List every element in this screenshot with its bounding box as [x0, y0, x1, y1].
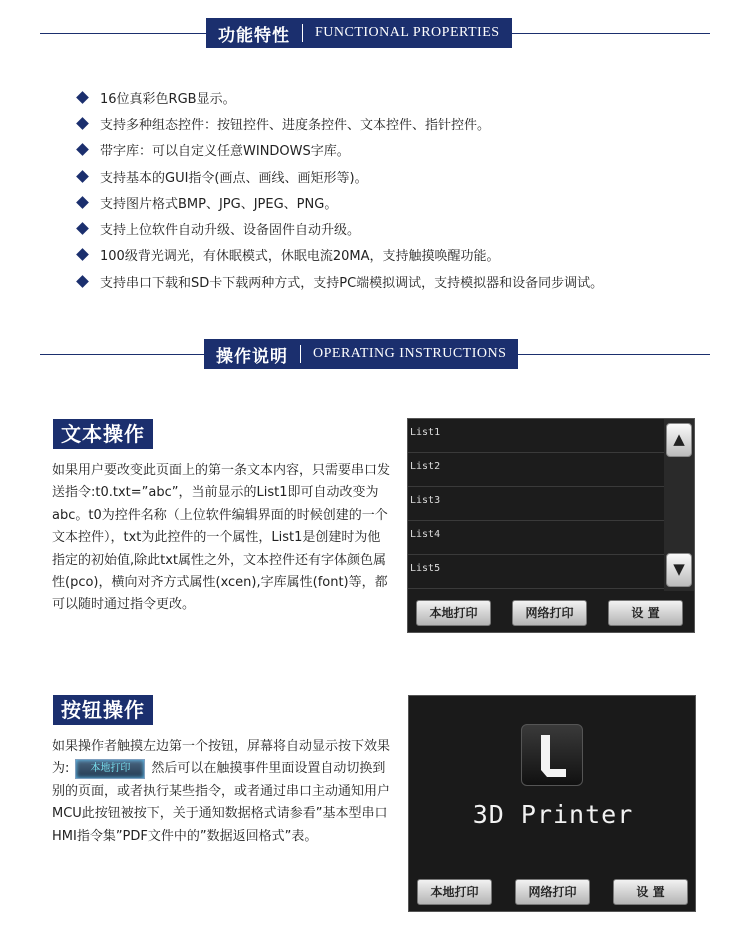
local-print-button[interactable]: 本地打印	[417, 879, 492, 905]
feature-item	[78, 242, 603, 268]
title-separator	[302, 24, 303, 42]
text-operation-description: 如果用户要改变此页面上的第一条文本内容，只需要串口发送指令:t0.txt=”abc”，当前显示的List1即可自动改变为abc。t0为控件名称（上位软件编辑界面的时候创建的一个文本控件），txt为此控件的一个属性，List1是创建时为他指定的初始值,除此txt属性之外，文本控件还有字体颜色属性(pco)，横向对齐方式属性(xcen),字库属性(font)等，都可以随时通过指令更改。	[52, 463, 391, 613]
diamond-bullet-icon	[76, 196, 89, 209]
button-operation-description	[52, 736, 392, 848]
feature-text: 支持图片格式BMP、JPG、JPEG、PNG。	[100, 196, 338, 212]
feature-item	[78, 110, 603, 136]
list-item[interactable]: List4	[408, 521, 664, 555]
diamond-bullet-icon	[76, 91, 89, 104]
section-banner	[206, 18, 512, 48]
text-operation-title: 文本操作	[53, 419, 153, 449]
scroll-up-button[interactable]: ▲	[666, 423, 692, 457]
list-item[interactable]: List2	[408, 453, 664, 487]
diamond-bullet-icon	[76, 170, 89, 183]
button-operation-text-2: 然后可以在触摸事件里面设置自动切换到别的页面，或者执行某些指令，或者通过串口主动通知用户MCU此按钮被按下，关于通知数据格式请参看”基本型串口HMI指令集”PDF文件中的”数据返回格式”表。	[52, 761, 391, 844]
feature-text: 支持串口下载和SD卡下载两种方式，支持PC端模拟调试，支持模拟器和设备同步调试。	[100, 275, 604, 291]
feature-item	[78, 84, 603, 110]
diamond-bullet-icon	[76, 249, 89, 262]
section-title-en: FUNCTIONAL PROPERTIES	[315, 25, 500, 40]
feature-item	[78, 268, 603, 294]
list-demo-panel	[407, 418, 695, 633]
list-item[interactable]: List5	[408, 555, 664, 589]
diamond-bullet-icon	[76, 222, 89, 235]
feature-text: 支持基本的GUI指令(画点、画线、画矩形等)。	[100, 170, 368, 186]
feature-text: 16位真彩色RGB显示。	[100, 91, 236, 107]
pressed-button-example: 本地打印	[75, 759, 145, 779]
section-banner	[204, 339, 518, 369]
list-item[interactable]: List3	[408, 487, 664, 521]
network-print-button[interactable]: 网络打印	[512, 600, 587, 626]
section-title-cn: 操作说明	[216, 346, 288, 367]
diamond-bullet-icon	[76, 143, 89, 156]
network-print-button[interactable]: 网络打印	[515, 879, 590, 905]
feature-list	[78, 84, 603, 294]
scroll-down-button[interactable]: ▼	[666, 553, 692, 587]
feature-item	[78, 163, 603, 189]
settings-button[interactable]: 设 置	[608, 600, 683, 626]
diamond-bullet-icon	[76, 117, 89, 130]
feature-text: 带字库：可以自定义任意WINDOWS字库。	[100, 144, 350, 160]
button-operation-title: 按钮操作	[53, 695, 153, 725]
printer-title: 3D Printer	[472, 800, 634, 829]
feature-text: 支持上位软件自动升级、设备固件自动升级。	[100, 223, 361, 239]
printer-logo-icon	[521, 724, 583, 786]
feature-item	[78, 215, 603, 241]
diamond-bullet-icon	[76, 275, 89, 288]
printer-demo-panel	[408, 695, 696, 912]
section-title-en: OPERATING INSTRUCTIONS	[313, 346, 507, 361]
feature-item	[78, 137, 603, 163]
button-operation-text-1: 如果操作者触摸左边第一个按钮，屏幕将自动显示按下效果为:	[52, 739, 391, 777]
settings-button[interactable]: 设 置	[613, 879, 688, 905]
list-item[interactable]: List1	[408, 419, 664, 453]
feature-text: 100级背光调光，有休眠模式，休眠电流20MA，支持触摸唤醒功能。	[100, 249, 500, 265]
section-title-cn: 功能特性	[218, 25, 290, 46]
feature-item	[78, 189, 603, 215]
section-header-functional	[40, 18, 710, 48]
local-print-button[interactable]: 本地打印	[416, 600, 491, 626]
title-separator	[300, 345, 301, 363]
section-header-operating	[40, 339, 710, 369]
feature-text: 支持多种组态控件：按钮控件、进度条控件、文本控件、指针控件。	[100, 117, 491, 133]
